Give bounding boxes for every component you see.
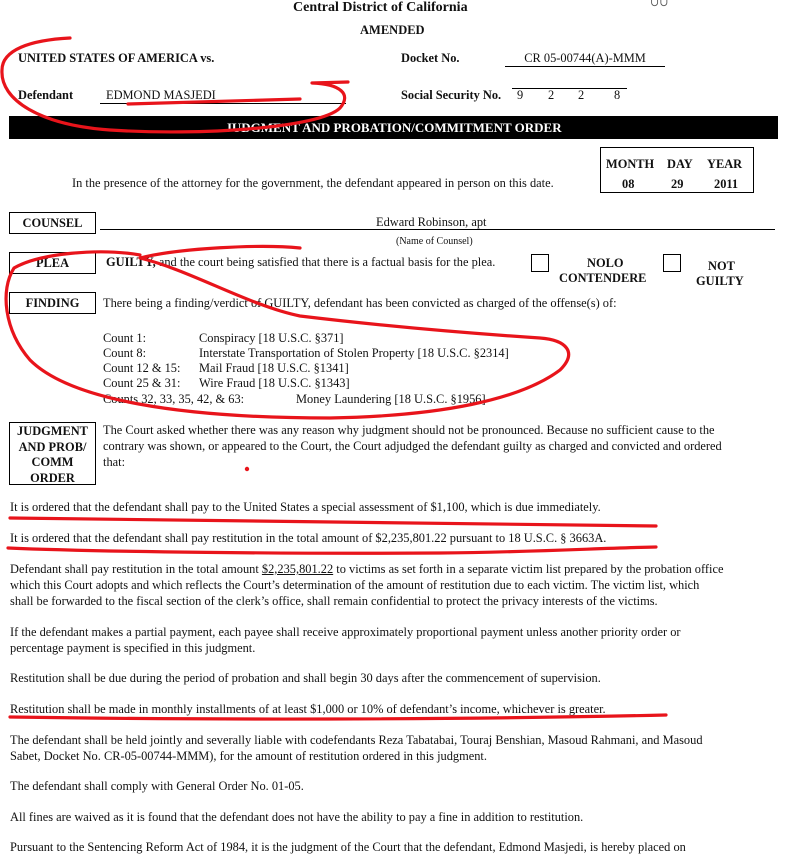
judgment-text-line: The Court asked whether there was any reason why judgment should not be pronounced. Because no sufficient cause to the xyxy=(103,423,715,437)
restitution-total-order: It is ordered that the defendant shall pay restitution in the total amount of $2,235,801.22 pursuant to 18 U.S.C. § 3663A. xyxy=(10,531,607,545)
counsel-name: Edward Robinson, apt xyxy=(376,215,487,229)
joint-liability-line: The defendant shall be held jointly and severally liable with codefendants Reza Tabatabai, Touraj Benshian, Masoud Rahmani, and Masoud xyxy=(10,733,703,747)
installments-order: Restitution shall be made in monthly installments of at least $1,000 or 10% of defendant’s income, whichever is greater. xyxy=(10,702,606,716)
order-banner: JUDGMENT AND PROBATION/COMMITMENT ORDER xyxy=(9,116,778,139)
day-value: 29 xyxy=(671,177,684,191)
judgment-label xyxy=(9,422,96,485)
count-number: Count 1: xyxy=(103,331,147,345)
not-guilty-checkbox[interactable] xyxy=(663,254,681,272)
finding-text: There being a finding/verdict of GUILTY, defendant has been convicted as charged of the offense(s) of: xyxy=(103,296,617,310)
special-assessment-order: It is ordered that the defendant shall pay to the United States a special assessment of $1,100, which is due immediately. xyxy=(10,500,601,514)
nolo-checkbox[interactable] xyxy=(531,254,549,272)
plea-text xyxy=(106,255,495,270)
victims-paragraph-line xyxy=(10,562,723,577)
count-number: Count 8: xyxy=(103,346,147,360)
count-offense: Conspiracy [18 U.S.C. §371] xyxy=(199,331,344,345)
count-offense: Wire Fraud [18 U.S.C. §1343] xyxy=(199,376,350,390)
judgment-text-line: that: xyxy=(103,455,126,469)
court-heading: Central District of California xyxy=(293,0,468,15)
victims-paragraph-line: which this Court adopts and which reflects the Court’s determination of the amount of restitution due to each victim. The victim list, which xyxy=(10,578,700,592)
plea-guilty: GUILTY, xyxy=(106,255,156,269)
special-assessment-underline-mark xyxy=(10,518,656,526)
ink-dot xyxy=(245,467,249,471)
defendant-label: Defendant xyxy=(18,88,74,102)
judgment-label-line: JUDGMENT xyxy=(17,424,88,438)
ssn-digit: 9 xyxy=(517,88,524,102)
month-value: 08 xyxy=(622,177,635,191)
count-number: Count 12 & 15: xyxy=(103,361,181,375)
defendant-name: EDMOND MASJEDI xyxy=(100,88,346,104)
count-offense: Interstate Transportation of Stolen Property [18 U.S.C. §2314] xyxy=(199,346,509,360)
due-period-order: Restitution shall be due during the period of probation and shall begin 30 days after the commencement of supervision. xyxy=(10,671,601,685)
corner-mark: ∪∪ xyxy=(650,0,669,9)
victims-paragraph-line: shall be forwarded to the fiscal section of the clerk’s office, shall remain confidential to protect the privacy interests of the victims. xyxy=(10,594,658,608)
docket-value: CR 05-00744(A)-MMM xyxy=(505,51,665,67)
counsel-label: COUNSEL xyxy=(9,212,96,234)
ssn-digit: 8 xyxy=(614,88,621,102)
count-offense: Money Laundering [18 U.S.C. §1956] xyxy=(296,392,486,406)
count-number: Counts 32, 33, 35, 42, & 63: xyxy=(103,392,245,406)
judgment-label-line: COMM xyxy=(31,455,74,469)
date-box xyxy=(600,147,754,193)
counsel-caption: (Name of Counsel) xyxy=(396,236,473,247)
year-value: 2011 xyxy=(714,177,739,191)
guilty-label: GUILTY xyxy=(696,274,744,288)
judgment-label-line: AND PROB/ xyxy=(18,439,87,454)
finding-label: FINDING xyxy=(9,292,96,314)
contendere-label: CONTENDERE xyxy=(559,271,647,285)
presence-statement: In the presence of the attorney for the government, the defendant appeared in person on this date. xyxy=(72,176,554,190)
day-label: DAY xyxy=(667,157,693,171)
partial-payment-line: percentage payment is specified in this judgment. xyxy=(10,641,256,655)
nolo-label: NOLO xyxy=(587,256,624,270)
ssn-field xyxy=(512,88,627,102)
ssn-digit: 2 xyxy=(578,88,585,102)
victims-text: to victims as set forth in a separate victim list prepared by the probation office xyxy=(336,562,724,576)
not-label: NOT xyxy=(708,259,735,273)
docket-label: Docket No. xyxy=(401,51,460,65)
ssn-digit: 2 xyxy=(548,88,555,102)
plea-label: PLEA xyxy=(9,252,96,274)
joint-liability-line: Sabet, Docket No. CR-05-00744-MMM), for the amount of restitution ordered in this judgment. xyxy=(10,749,487,763)
plea-rest: and the court being satisfied that there is a factual basis for the plea. xyxy=(158,255,496,269)
judgment-text-line: contrary was shown, or appeared to the Court, the Court adjudged the defendant guilty as charged and convicted and ordered xyxy=(103,439,722,453)
victims-amount: $2,235,801.22 xyxy=(261,562,334,576)
case-caption: UNITED STATES OF AMERICA vs. xyxy=(18,51,215,65)
partial-payment-line: If the defendant makes a partial payment, each payee shall receive approximately proportional payment unless another priority order or xyxy=(10,625,681,639)
fines-waived: All fines are waived as it is found that the defendant does not have the ability to pay a fine in addition to restitution. xyxy=(10,810,584,824)
amended-label: AMENDED xyxy=(360,23,425,37)
general-order: The defendant shall comply with General Order No. 01-05. xyxy=(10,779,304,793)
judgment-label-line: ORDER xyxy=(30,470,75,485)
restitution-underline-mark xyxy=(8,547,656,553)
month-label: MONTH xyxy=(606,157,655,171)
year-label: YEAR xyxy=(707,157,743,171)
victims-prefix: Defendant shall pay restitution in the total amount xyxy=(10,562,259,576)
sentencing-statement: Pursuant to the Sentencing Reform Act of 1984, it is the judgment of the Court that the defendant, Edmond Masjedi, is hereby placed on xyxy=(10,840,686,854)
ssn-label: Social Security No. xyxy=(401,88,502,102)
count-offense: Mail Fraud [18 U.S.C. §1341] xyxy=(199,361,349,375)
count-number: Count 25 & 31: xyxy=(103,376,181,390)
